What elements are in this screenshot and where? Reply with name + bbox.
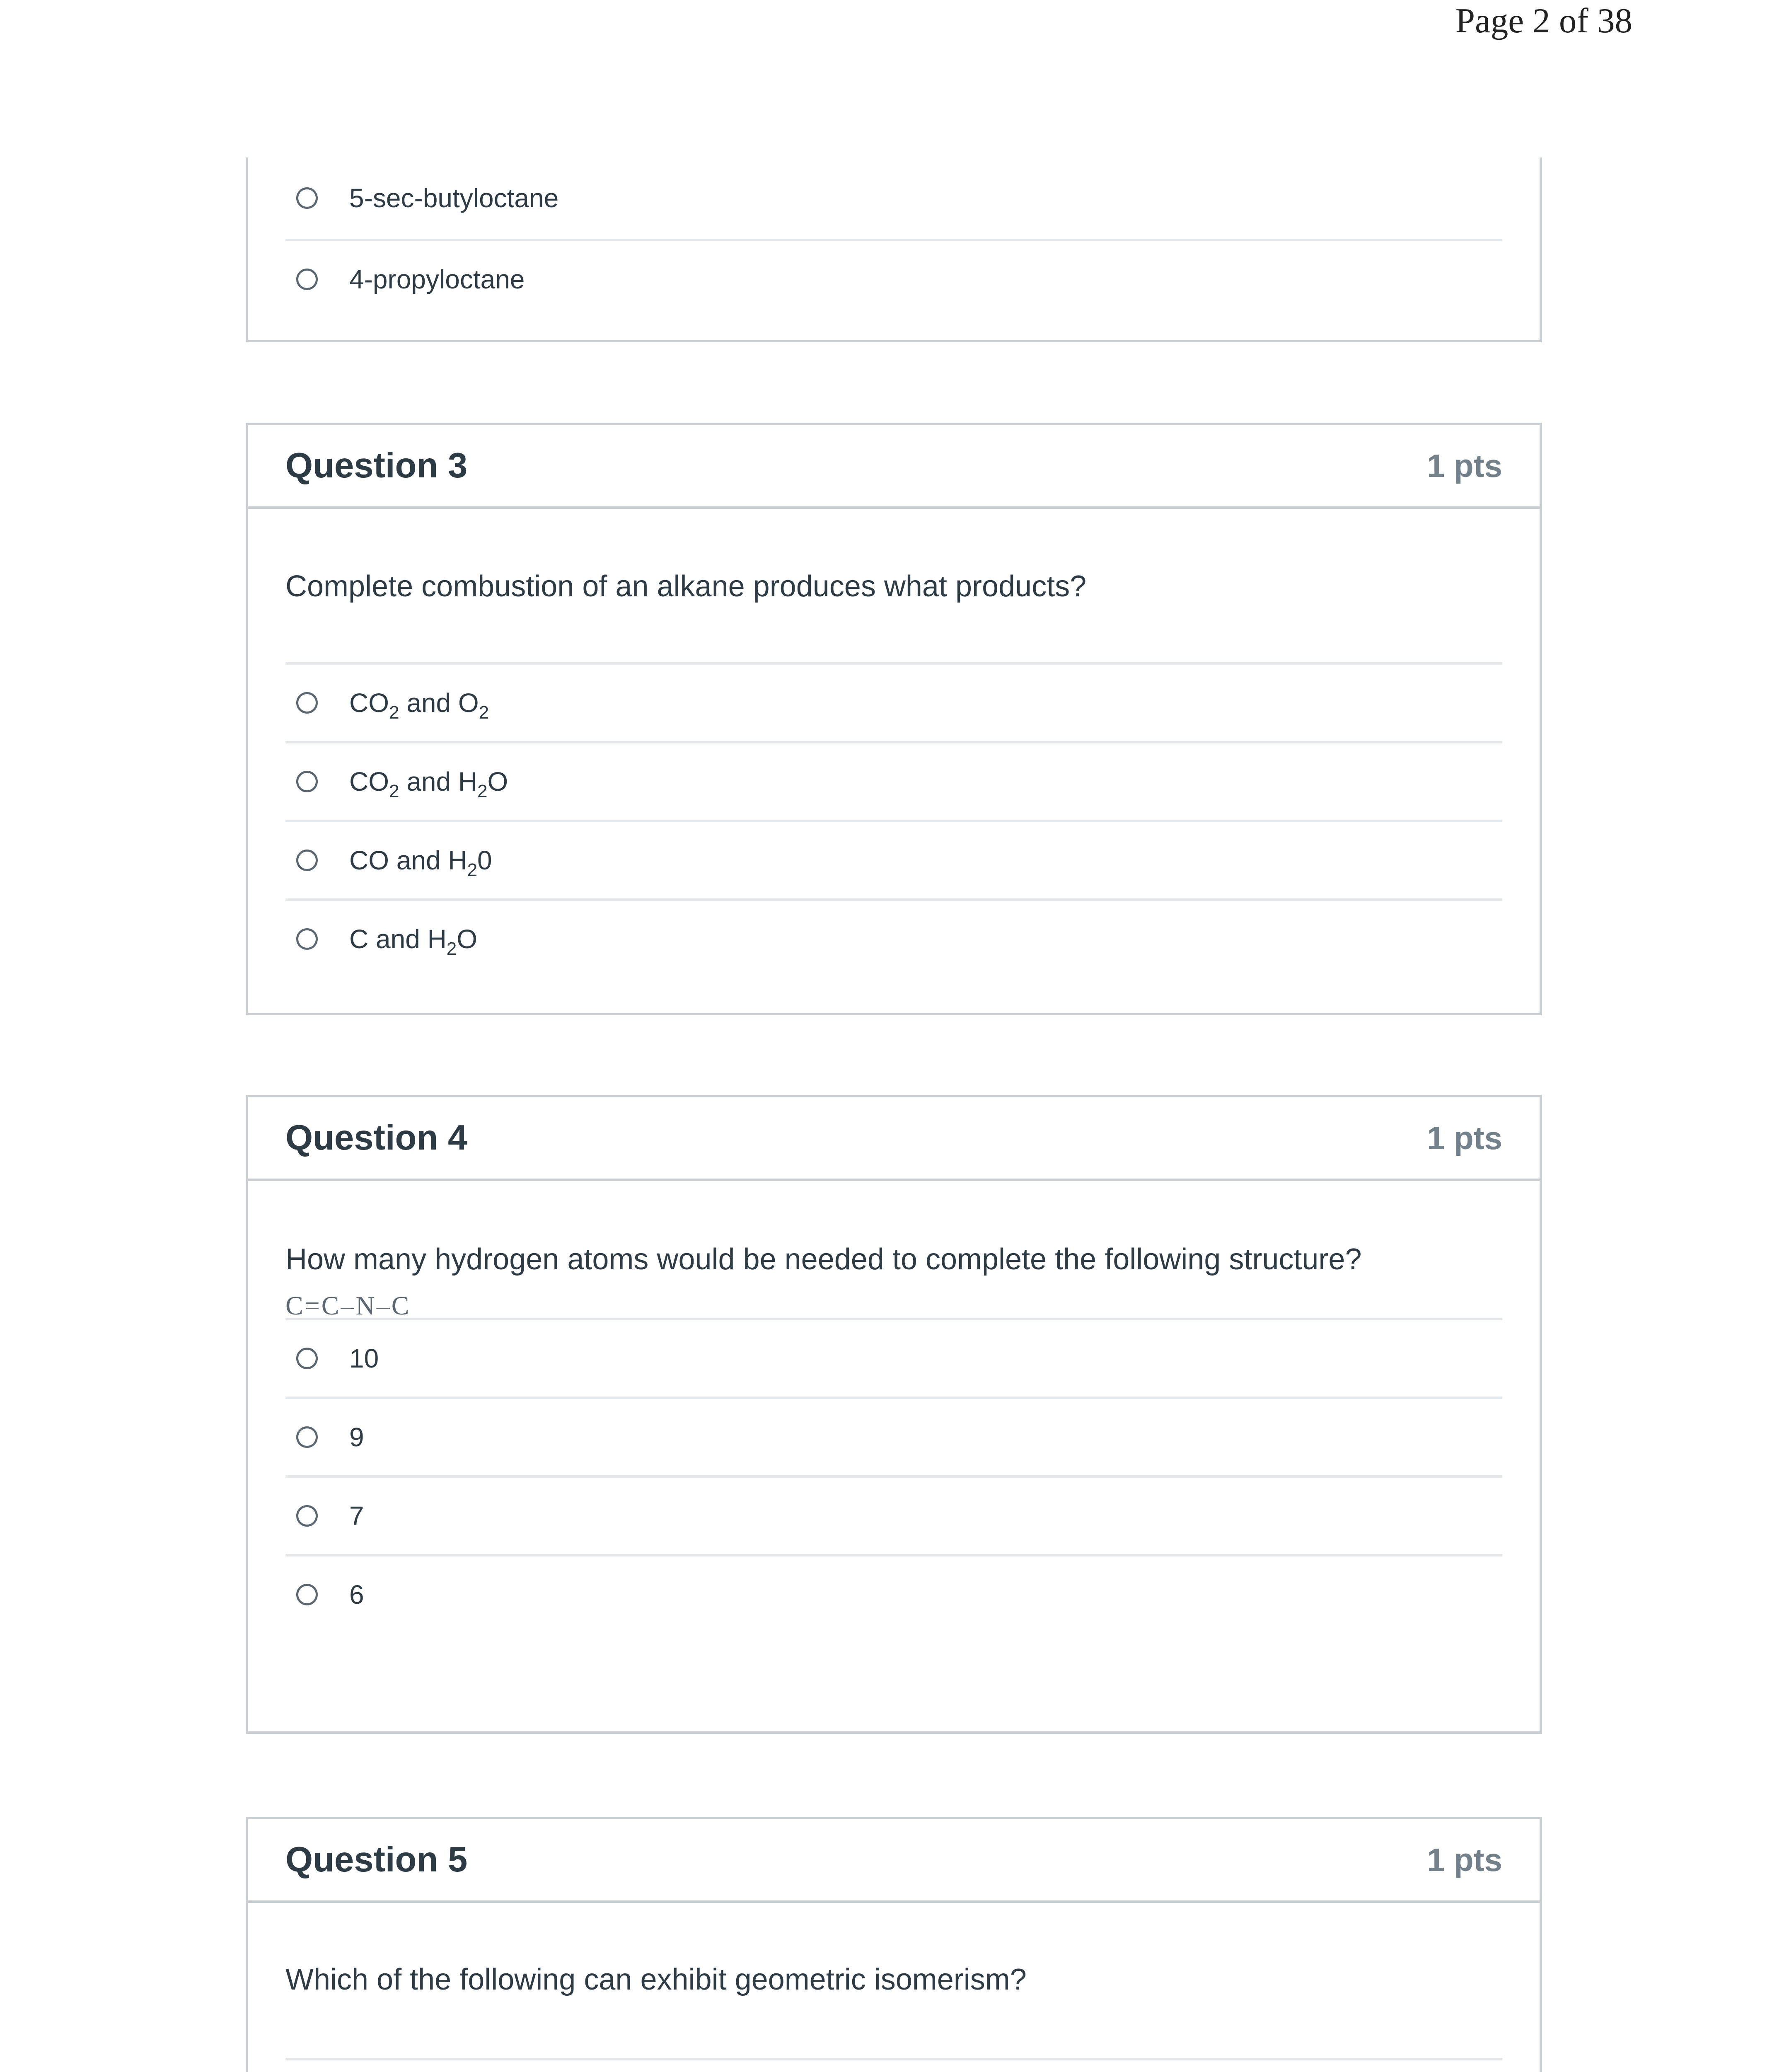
answer-option[interactable] bbox=[285, 1475, 1502, 1554]
answer-label: $CO_2$ and $H_2O$ bbox=[349, 767, 508, 801]
answer-label: 5-sec-butyloctane bbox=[349, 183, 559, 213]
answer-label: $CO_2$ and $O_2$ bbox=[349, 688, 489, 723]
question-title: Question 4 bbox=[285, 1118, 468, 1157]
question-body bbox=[248, 1181, 1540, 1633]
question-header bbox=[248, 1819, 1540, 1903]
structure-formula: C=C–N–C bbox=[285, 1291, 411, 1320]
question-body bbox=[248, 509, 1540, 977]
question-prompt: Which of the following can exhibit geometric isomerism? bbox=[285, 1963, 1027, 1996]
question-header bbox=[248, 425, 1540, 509]
answer-option[interactable] bbox=[285, 741, 1502, 820]
question-3-card bbox=[246, 423, 1542, 1015]
question-2-answers bbox=[248, 157, 1540, 317]
radio-button[interactable] bbox=[296, 850, 318, 871]
radio-button[interactable] bbox=[296, 269, 318, 290]
answer-option[interactable] bbox=[285, 898, 1502, 977]
answer-label: 6 bbox=[349, 1580, 364, 1610]
answer-option[interactable] bbox=[285, 662, 1502, 741]
answer-option[interactable] bbox=[285, 239, 1502, 317]
answer-label: 4-propyloctane bbox=[349, 264, 525, 294]
question-body bbox=[248, 1903, 1540, 2072]
question-points: 1 pts bbox=[1426, 447, 1502, 484]
question-title: Question 3 bbox=[285, 446, 468, 485]
answer-option[interactable] bbox=[285, 1554, 1502, 1633]
answer-label: 7 bbox=[349, 1501, 364, 1531]
answer-option[interactable] bbox=[285, 157, 1502, 239]
answer-option[interactable] bbox=[285, 1318, 1502, 1397]
radio-button[interactable] bbox=[296, 692, 318, 714]
question-points: 1 pts bbox=[1426, 1841, 1502, 1878]
question-prompt: How many hydrogen atoms would be needed to complete the following structure? bbox=[285, 1243, 1362, 1276]
question-4-card bbox=[246, 1095, 1542, 1734]
answer-option[interactable] bbox=[285, 820, 1502, 898]
question-5-card bbox=[246, 1817, 1542, 2072]
answer-label: 10 bbox=[349, 1343, 379, 1373]
radio-button[interactable] bbox=[296, 1426, 318, 1448]
answer-label: 9 bbox=[349, 1422, 364, 1452]
answer-option[interactable] bbox=[285, 1397, 1502, 1475]
question-2-continued bbox=[246, 157, 1542, 342]
radio-button[interactable] bbox=[296, 928, 318, 950]
answer-label: CO and $H_20$ bbox=[349, 845, 492, 880]
radio-button[interactable] bbox=[296, 1584, 318, 1605]
question-prompt: Complete combustion of an alkane produces what products? bbox=[285, 570, 1087, 603]
answer-option[interactable] bbox=[285, 2058, 1502, 2072]
radio-button[interactable] bbox=[296, 1505, 318, 1527]
question-title: Question 5 bbox=[285, 1840, 468, 1879]
question-points: 1 pts bbox=[1426, 1119, 1502, 1156]
radio-button[interactable] bbox=[296, 771, 318, 792]
question-header bbox=[248, 1097, 1540, 1181]
page-number: Page 2 of 38 bbox=[1455, 1, 1632, 40]
radio-button[interactable] bbox=[296, 187, 318, 209]
radio-button[interactable] bbox=[296, 1348, 318, 1369]
answer-label: C and $H_2O$ bbox=[349, 924, 478, 959]
